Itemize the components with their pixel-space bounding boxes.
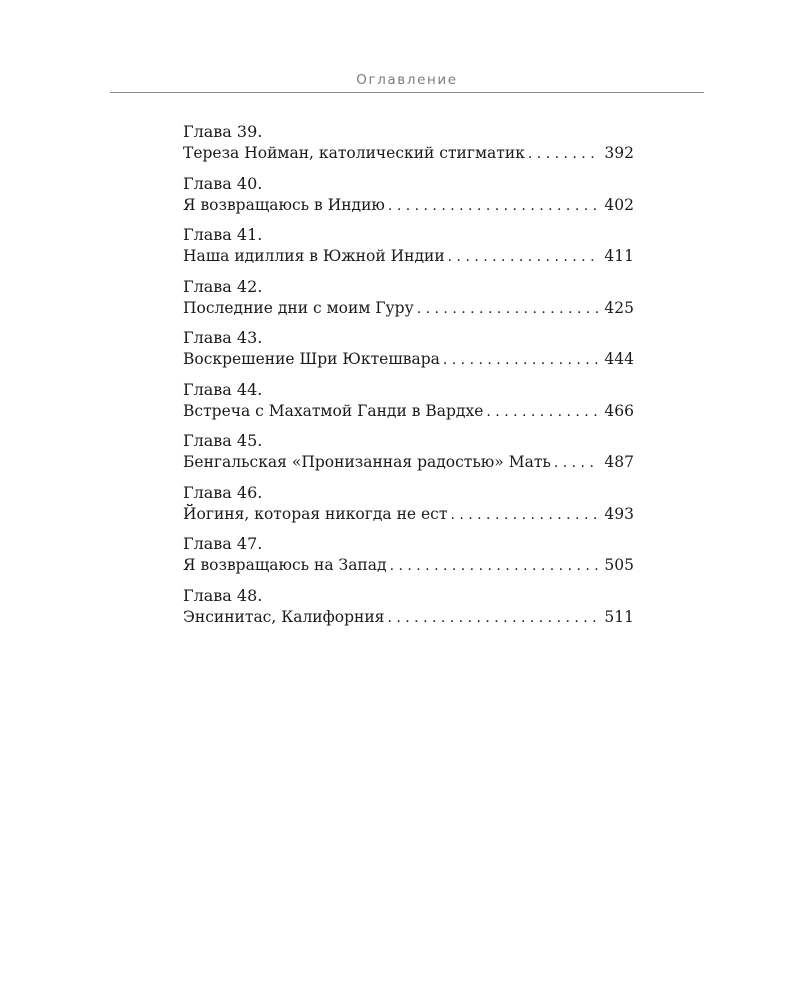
chapter-label: Глава 48. — [183, 585, 263, 605]
chapter-title: Йогиня, которая никогда не ест — [183, 504, 448, 523]
page-number: 505 — [604, 556, 634, 574]
chapter-label: Глава 41. — [183, 225, 263, 244]
dot-leader — [390, 555, 598, 577]
chapter-title: Встреча с Махатмой Ганди в Вардхе — [183, 401, 484, 420]
chapter-line — [183, 451, 634, 474]
running-head-title: Оглавление — [356, 72, 458, 88]
page-number: 411 — [604, 247, 634, 265]
chapter-label: Глава 43. — [183, 328, 263, 347]
chapter-label: Глава 44. — [183, 379, 263, 399]
chapter-label: Глава 40. — [183, 173, 263, 193]
toc-entry-39 — [183, 122, 634, 174]
chapter-line — [183, 400, 634, 423]
chapter-title: Бенгальская «Пронизанная радостью» Мать — [183, 453, 551, 471]
chapter-line — [183, 194, 634, 217]
chapter-line — [183, 245, 634, 268]
chapter-label: Глава 42. — [183, 276, 263, 296]
chapter-label: Глава 45. — [183, 431, 263, 450]
chapter-title: Воскрешение Шри Юктешвара — [183, 350, 440, 368]
dot-leader — [417, 298, 598, 320]
toc-entry-45 — [183, 431, 634, 483]
page-number: 487 — [604, 453, 634, 471]
dot-leader — [448, 246, 598, 268]
dot-leader — [450, 504, 598, 526]
table-of-contents — [183, 122, 634, 637]
header-rule — [110, 92, 704, 93]
chapter-label: Глава 47. — [183, 534, 263, 553]
dot-leader — [443, 349, 598, 371]
chapter-title: Я возвращаюсь в Индию — [183, 195, 385, 214]
toc-entry-41 — [183, 225, 634, 277]
chapter-title: Тереза Нойман, католический стигматик — [183, 144, 525, 162]
dot-leader — [528, 143, 598, 165]
toc-entry-44 — [183, 380, 634, 432]
dot-leader — [388, 195, 598, 217]
chapter-label: Глава 46. — [183, 482, 263, 502]
chapter-line — [183, 606, 634, 629]
toc-entry-42 — [183, 277, 634, 329]
chapter-line — [183, 297, 634, 320]
page-number: 511 — [604, 607, 634, 626]
page-number: 493 — [604, 504, 634, 523]
chapter-line — [183, 554, 634, 577]
chapter-title: Энсинитас, Калифорния — [183, 607, 385, 626]
page-number: 402 — [604, 195, 634, 214]
chapter-title: Последние дни с моим Гуру — [183, 298, 414, 317]
dot-leader — [554, 452, 598, 474]
chapter-label: Глава 39. — [183, 122, 263, 141]
toc-entry-40 — [183, 174, 634, 226]
page-number: 425 — [604, 298, 634, 317]
chapter-title: Наша идиллия в Южной Индии — [183, 247, 445, 265]
page-number: 392 — [604, 144, 634, 162]
toc-entry-43 — [183, 328, 634, 380]
page-number: 466 — [604, 401, 634, 420]
chapter-title: Я возвращаюсь на Запад — [183, 556, 387, 574]
dot-leader — [486, 401, 598, 423]
toc-entry-46 — [183, 483, 634, 535]
chapter-line — [183, 348, 634, 371]
chapter-line — [183, 503, 634, 526]
toc-entry-48 — [183, 586, 634, 638]
toc-entry-47 — [183, 534, 634, 586]
chapter-line — [183, 142, 634, 165]
dot-leader — [387, 607, 598, 629]
page-number: 444 — [604, 350, 634, 368]
